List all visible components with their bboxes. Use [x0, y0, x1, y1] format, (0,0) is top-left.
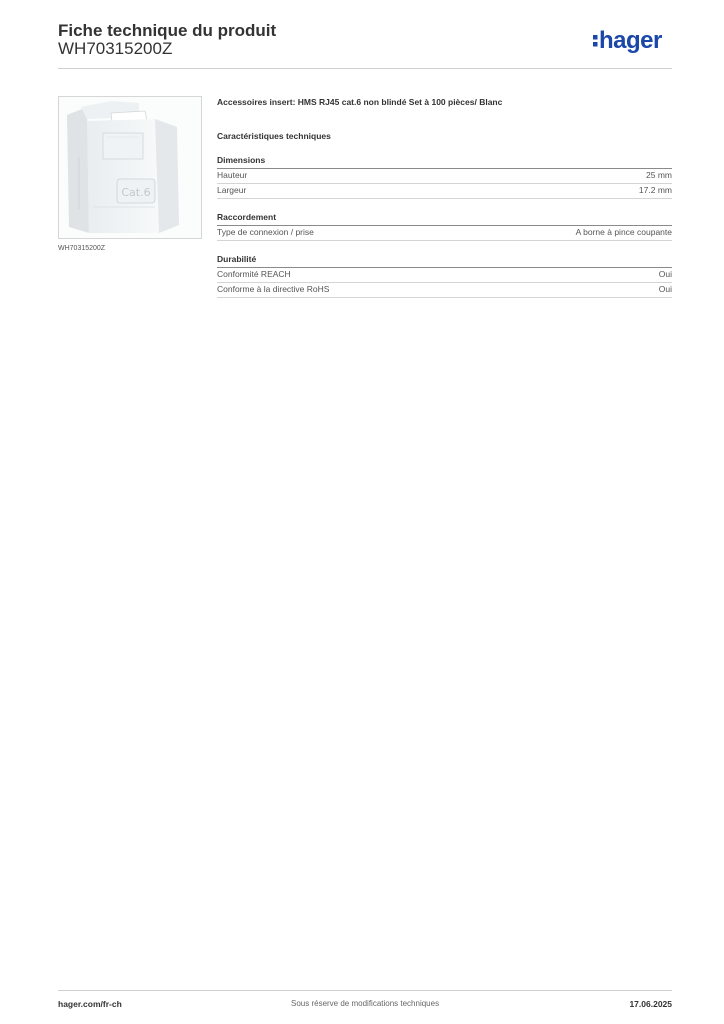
page-title: Fiche technique du produit: [58, 21, 277, 40]
logo-text: hager: [599, 27, 662, 54]
spec-row-reach: [217, 268, 672, 283]
spec-row-type-connexion: [217, 226, 672, 241]
product-description: Accessoires insert: HMS RJ45 cat.6 non blindé Set à 100 pièces/ Blanc: [217, 97, 503, 107]
footer-website-link[interactable]: hager.com/fr-ch: [58, 999, 122, 1009]
spec-row-largeur: [217, 184, 672, 199]
section-dimensions: [217, 155, 672, 199]
spec-label: Conforme à la directive RoHS: [217, 284, 330, 294]
logo-dots-icon: [593, 26, 598, 64]
section-raccordement: [217, 212, 672, 241]
hager-logo: [593, 26, 662, 64]
spec-row-rohs: [217, 283, 672, 298]
product-code: WH70315200Z: [58, 39, 173, 58]
image-cat-label: Cat.6: [121, 186, 151, 199]
header-divider: [58, 68, 672, 69]
spec-value: 25 mm: [646, 170, 672, 180]
spec-label: Conformité REACH: [217, 269, 291, 279]
footer-date: 17.06.2025: [629, 999, 672, 1009]
spec-value: 17.2 mm: [638, 185, 672, 195]
footer-divider: [58, 990, 672, 991]
product-image: [58, 96, 202, 239]
characteristics-title: Caractéristiques techniques: [217, 131, 331, 141]
footer-disclaimer: Sous réserve de modifications techniques: [291, 999, 440, 1008]
section-title: Raccordement: [217, 212, 672, 226]
spec-value: A borne à pince coupante: [575, 227, 672, 237]
spec-value: Oui: [658, 269, 672, 279]
spec-value: Oui: [658, 284, 672, 294]
section-durabilite: [217, 254, 672, 298]
rj45-keystone-insert-image: [59, 97, 201, 238]
spec-label: Type de connexion / prise: [217, 227, 314, 237]
section-title: Dimensions: [217, 155, 672, 169]
spec-label: Hauteur: [217, 170, 248, 180]
spec-label: Largeur: [217, 185, 247, 195]
product-details: [217, 96, 672, 298]
spec-row-hauteur: [217, 169, 672, 184]
section-title: Durabilité: [217, 254, 672, 268]
image-caption: WH70315200Z: [58, 245, 106, 252]
